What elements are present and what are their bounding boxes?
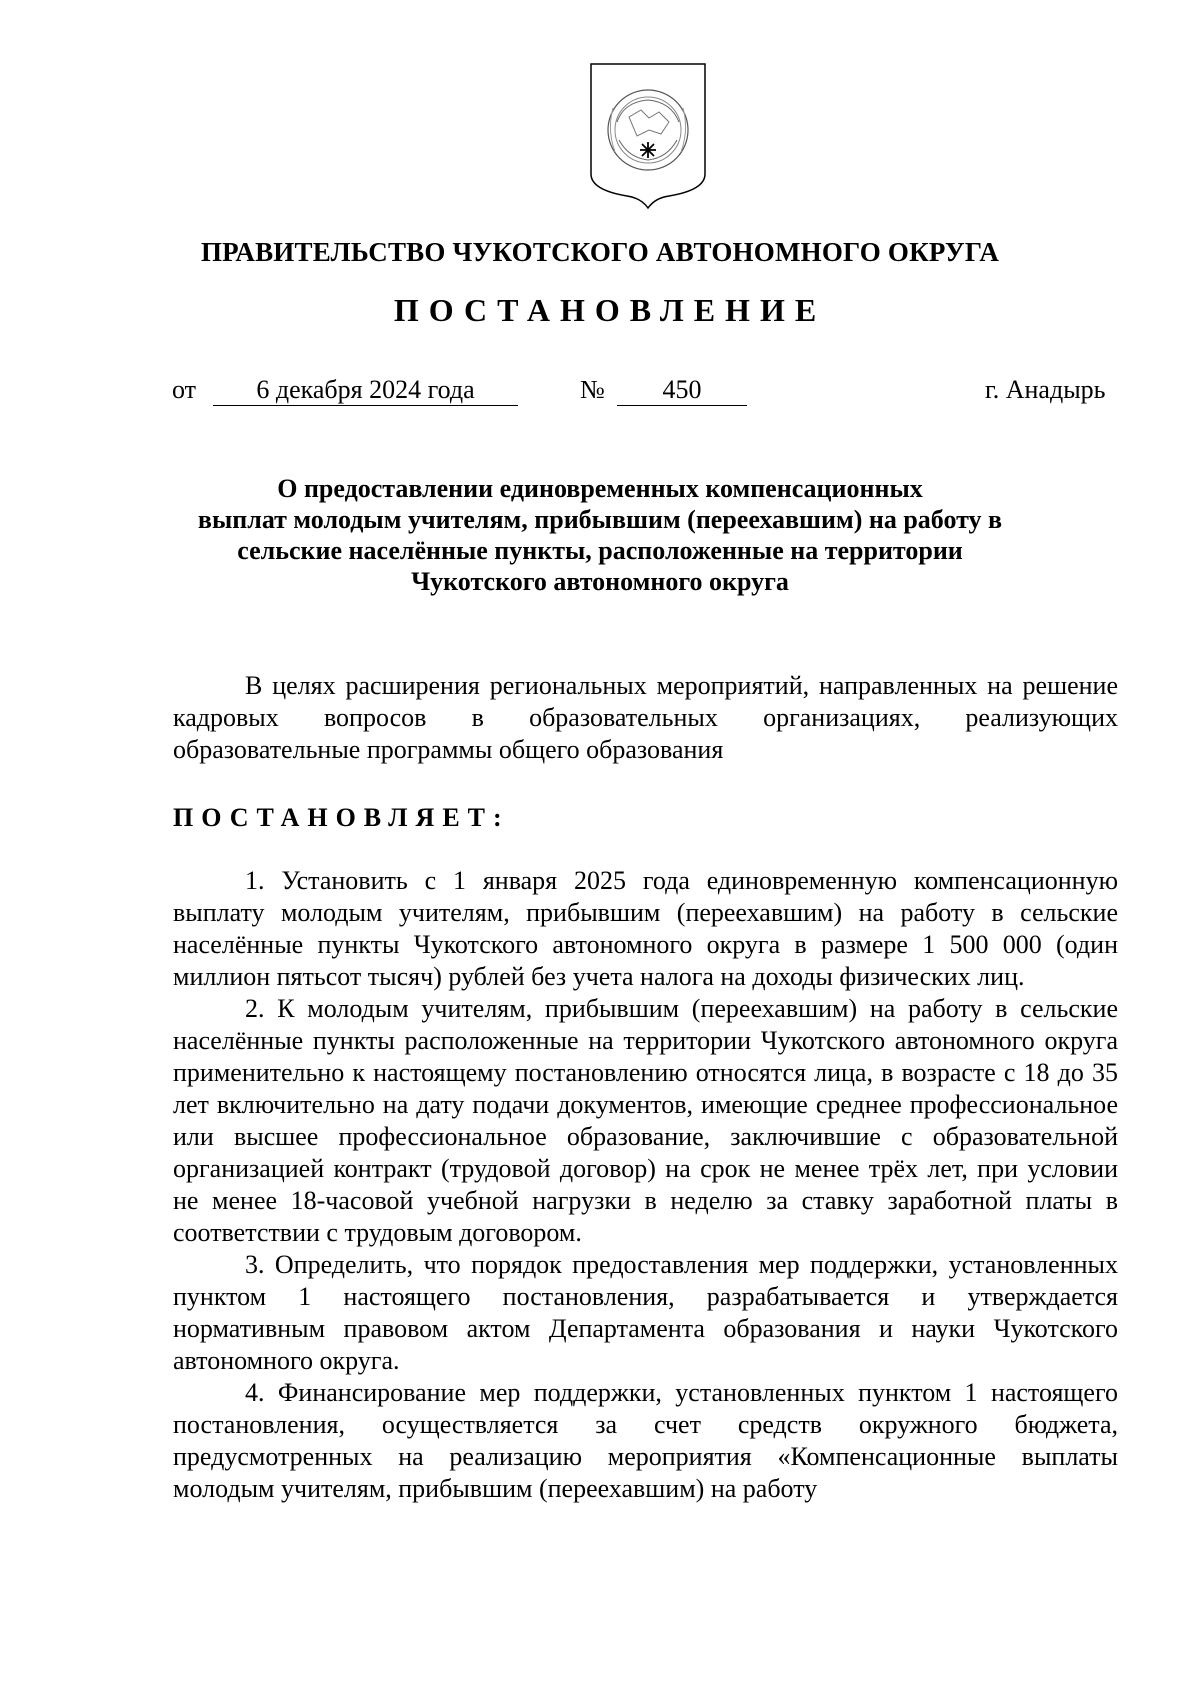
paragraph-3: 3. Определить, что порядок предоставления мер поддержки, установленных пунктом 1 настоящего постановления, разрабатывается и утверждается нормативным правовом актом Департамента образования и науки Чукотского автономного округа. [173,1250,1118,1375]
chukotka-coat-of-arms-icon [589,62,707,210]
document-date: 6 декабря 2024 года [213,375,518,406]
number-field [617,375,747,406]
city: г. Анадырь [985,375,1106,404]
title-line: сельские населённые пункты, расположенные на территории [237,536,963,565]
title-line: Чукотского автономного округа [411,567,789,596]
coat-of-arms-emblem [589,62,707,210]
preamble-block [173,670,1118,766]
decree-paragraphs [173,865,1118,1505]
paragraph-4: 4. Финансирование мер поддержки, установленных пунктом 1 настоящего постановления, осуществляется за счет средств окружного бюджета, предусмотренных на реализацию мероприятия «Компенсационные выплаты молодым учителям, прибывшим (переехавшим) на работу [173,1378,1118,1503]
document-type: ПОСТАНОВЛЕНИЕ [393,292,827,328]
paragraph-1: 1. Установить с 1 января 2025 года единовременную компенсационную выплату молодым учителям, прибывшим (переехавшим) на работу в сельские населённые пункты Чукотского автономного округа в размере 1 500 000 (один миллион пятьсот тысяч) рублей без учета налога на доходы физических лиц. [173,866,1118,991]
number-label: № [580,375,605,404]
title-line: О предоставлении единовременных компенсационных [277,474,923,503]
document-number: 450 [617,375,747,406]
title-line: выплат молодым учителям, прибывшим (переехавшим) на работу в [197,505,1003,534]
decree-heading: ПОСТАНОВЛЯЕТ: [173,803,510,832]
from-label: от [172,375,197,404]
paragraph-2: 2. К молодым учителям, прибывшим (переехавшим) на работу в сельские населённые пункты расположенные на территории Чукотского автономного округа применительно к настоящему постановлению относятся лица, в возрасте с 18 до 35 лет включительно на дату подачи документов, имеющие среднее профессиональное или высшее профессиональное образование, заключившие с образовательной организацией контракт (трудовой договор) на срок не менее трёх лет, при условии не менее 18-часовой учебной нагрузки в неделю за ставку заработной платы в соответствии с трудовым договором. [173,994,1118,1247]
date-field [213,375,518,406]
organization-name: ПРАВИТЕЛЬСТВО ЧУКОТСКОГО АВТОНОМНОГО ОКРУГА [200,237,1000,267]
preamble: В целях расширения региональных мероприятий, направленных на решение кадровых вопросов в образовательных организациях, реализующих образовательные программы общего образования [173,671,1118,764]
document-title [190,473,1010,597]
